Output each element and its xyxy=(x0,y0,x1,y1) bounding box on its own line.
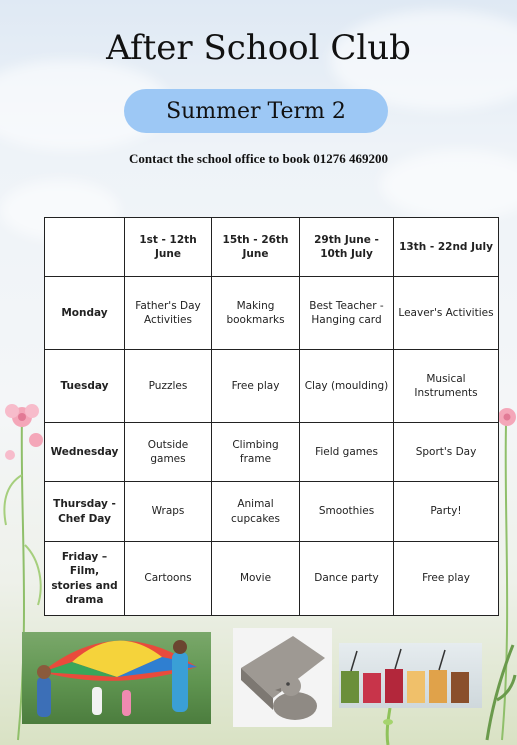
activity-cell: Father's Day Activities xyxy=(125,277,212,350)
day-cell: Friday – Film, stories and drama xyxy=(45,542,125,616)
activity-cell: Puzzles xyxy=(125,350,212,423)
table-header-cell xyxy=(45,218,125,277)
day-cell: Tuesday xyxy=(45,350,125,423)
table-header-cell: 13th - 22nd July xyxy=(394,218,499,277)
activity-cell: Field games xyxy=(300,423,394,482)
activity-cell: Animal cupcakes xyxy=(212,482,300,542)
activity-cell: Smoothies xyxy=(300,482,394,542)
table-header-cell: 1st - 12th June xyxy=(125,218,212,277)
clay-duck-photo xyxy=(233,628,332,727)
activity-cell: Dance party xyxy=(300,542,394,616)
parachute-games-photo xyxy=(22,632,211,724)
day-cell: Thursday - Chef Day xyxy=(45,482,125,542)
leaf-decoration-icon xyxy=(378,708,398,745)
activity-cell: Wraps xyxy=(125,482,212,542)
table-row xyxy=(45,423,499,482)
table-row xyxy=(45,542,499,616)
table-row xyxy=(45,350,499,423)
day-cell: Monday xyxy=(45,277,125,350)
activity-cell: Free play xyxy=(212,350,300,423)
activity-cell: Musical Instruments xyxy=(394,350,499,423)
activity-cell: Climbing frame xyxy=(212,423,300,482)
table-header-row xyxy=(45,218,499,277)
activity-cell: Party! xyxy=(394,482,499,542)
leaf-decoration-icon xyxy=(483,640,517,745)
table-row xyxy=(45,482,499,542)
activity-cell: Sport's Day xyxy=(394,423,499,482)
activity-cell: Free play xyxy=(394,542,499,616)
schedule-table xyxy=(44,217,499,616)
table-row xyxy=(45,277,499,350)
activity-cell: Clay (moulding) xyxy=(300,350,394,423)
pink-flower-icon xyxy=(5,404,39,427)
activity-cell: Cartoons xyxy=(125,542,212,616)
activity-cell: Movie xyxy=(212,542,300,616)
table-header-cell: 15th - 26th June xyxy=(212,218,300,277)
term-badge xyxy=(124,89,388,133)
page-title: After School Club xyxy=(106,28,411,68)
table-header-cell: 29th June - 10th July xyxy=(300,218,394,277)
day-cell: Wednesday xyxy=(45,423,125,482)
activity-cell: Leaver's Activities xyxy=(394,277,499,350)
activity-cell: Outside games xyxy=(125,423,212,482)
term-label: Summer Term 2 xyxy=(166,98,346,124)
activity-cell: Making bookmarks xyxy=(212,277,300,350)
activity-cell: Best Teacher - Hanging card xyxy=(300,277,394,350)
smoothies-photo xyxy=(339,643,482,708)
booking-contact: Contact the school office to book 01276 469200 xyxy=(129,151,388,166)
